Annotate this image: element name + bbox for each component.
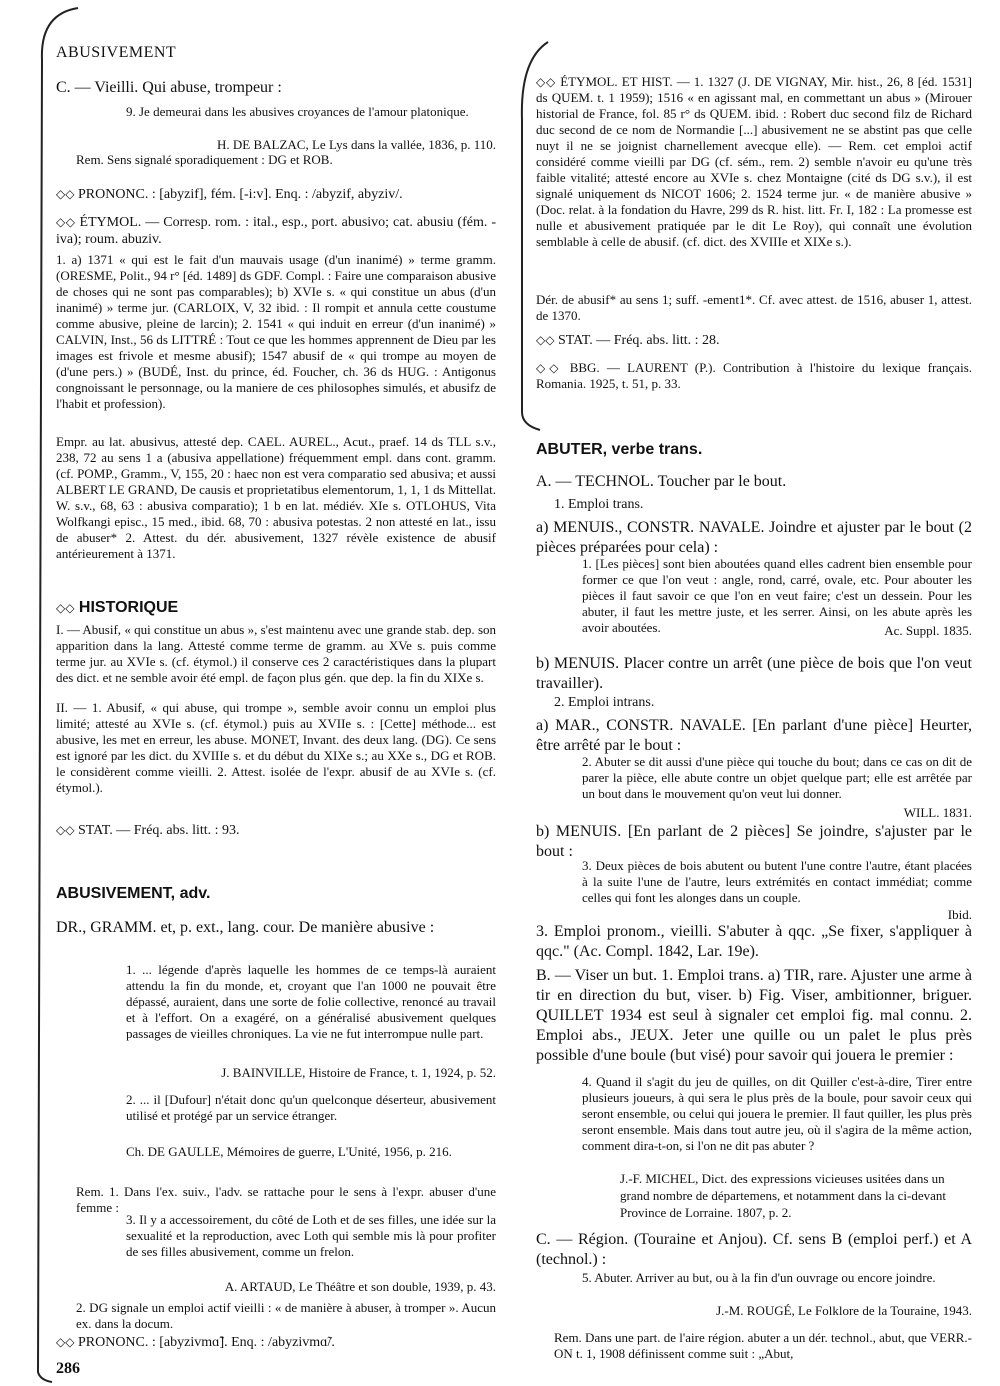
abuter-example-3-source: Ibid. <box>947 907 972 922</box>
example-9-source: H. DE BALZAC, Le Lys dans la vallée, 1836, p. 110. <box>217 137 496 152</box>
pronunciation-2-text: PRONONC. : [abyzivmɑ̃]. Enq. : /abyzivmɑ̃/. <box>77 1335 335 1350</box>
historique-heading <box>56 598 496 618</box>
adverb-example-1: 1. ... légende d'après laquelle les hommes de ce temps-là auraient attendu la fin du monde, et, croyant que l'an 1000 ne pouvait être dépassé, auraient, dans une sorte de folie collective, renoncé au travail et à l'effort. On a exagéré, on a généralisé abusivement quelques passages de vieilles chroniques. La vie ne fut interrompue nulle part. <box>126 962 496 1041</box>
abuter-example-3: 3. Deux pièces de bois abutent ou butent l'une contre l'autre, étant placées à la suite l'une de l'autre, leurs extrémités en contact immédiat; comme celles qui font les alonges dans un couple. <box>582 858 972 905</box>
abuter-sub-2b: b) MENUIS. [En parlant de 2 pièces] Se joindre, s'ajuster par le bout : <box>536 823 972 860</box>
pronunciation-1 <box>56 186 496 203</box>
abuter-sub-1b: b) MENUIS. Placer contre un arrêt (une pièce de bois que l'on veut travailler). <box>536 655 972 692</box>
final-remark: Rem. Dans une part. de l'aire région. abuter a un dér. technol., abut, que VERR.-ON t. 1, 1908 définissent comme suit : „Abut, <box>554 1330 972 1361</box>
remark-3: 2. DG signale un emploi actif vieilli : « de manière à abuser, à tromper ». Aucun ex. dans la docum. <box>76 1300 496 1331</box>
abuter-example-2: 2. Abuter se dit aussi d'une pièce qui touche du bout; dans ce cas on dit de parer la pièce, elle abute contre un objet quelque part; elle est arrêtée par un bout dans le mouvement qu'on veut lui donner. <box>582 754 972 801</box>
adverb-example-3-source: A. ARTAUD, Le Théâtre et son double, 1939, p. 43. <box>224 1279 496 1294</box>
etymology-intro-text: ÉTYMOL. — Corresp. rom. : ital., esp., port. abusivo; cat. abusiu (fém. -iva); roum. abuziv. <box>56 215 496 247</box>
adverb-example-3: 3. Il y a accessoirement, du côté de Loth et de ses filles, une idée sur la sexualité et la reproduction, avec Loth qui semble mis là pour profiter de ses filles abusivement, comme un frelon. <box>126 1212 496 1259</box>
diamond-marker-icon: ◇◇ <box>56 215 76 229</box>
abuter-example-2-source: WILL. 1831. <box>903 805 972 820</box>
abuter-sub-1: 1. Emploi trans. <box>554 497 644 512</box>
page-number: 286 <box>56 1360 80 1377</box>
adverb-example-1-source: J. BAINVILLE, Histoire de France, t. 1, 1924, p. 52. <box>221 1065 496 1080</box>
historique-part-1: I. — Abusif, « qui constitue un abus », s'est maintenu avec une grande stab. dep. son apparition dans la lang. Attesté comme terme de gramm. au XVe s. puis comme terme jur. au XVIe s. (cf. étymol.) il conserve ces 2 caractéristiques dans la plupart des dict. et ne semble avoir été empl. de façon plus gén. que dep. la fin du XIXe s. <box>56 622 496 685</box>
etymology-history <box>536 74 972 250</box>
remark-2: Rem. 1. Dans l'ex. suiv., l'adv. se rattache pour le sens à l'expr. abuser d'une femme : <box>76 1184 496 1215</box>
diamond-marker-icon: ◇◇ <box>56 187 75 201</box>
derivation: Dér. de abusif* au sens 1; suff. -ement1*. Cf. avec attest. de 1516, abuser 1, attest. de 1370. <box>536 292 972 323</box>
abuter-sub-1a: a) MENUIS., CONSTR. NAVALE. Joindre et ajuster par le bout (2 pièces préparées pour cela) : <box>536 519 972 556</box>
remark-1: Rem. Sens signalé sporadiquement : DG et ROB. <box>76 152 333 167</box>
diamond-marker-icon: ◇◇ <box>56 1335 75 1349</box>
abuter-sense-c: C. — Région. (Touraine et Anjou). Cf. sens B (emploi perf.) et A (technol.) : <box>536 1231 972 1268</box>
abuter-sub-2: 2. Emploi intrans. <box>554 695 655 710</box>
etymology-history-text: ÉTYMOL. ET HIST. — 1. 1327 (J. DE VIGNAY, Mir. hist., 26, 8 [éd. 1531] ds QUEM. t. 1 1959); 1516 « en agissant mal, en commettant un abus » (Mirouer historial de France, fol. 85 r° ds QUEM. ibid. : Robert duc second filz de Richard duc second de ce nom de Normandie [...] abusivement ne se abstint pas que celle nuyt il ne se joignist charnellement avecque elle). — Rem. cet emploi actif considéré comme vieilli par DG (cf. sém., rem. 2) semble n'avoir eu qu'une très faible vitalité; attesté encore au XVIe s. chez Montaigne (cité ds DG s.v.), il est signalé uniquement ds NICOT 1606; 2. 1524 terme jur. « de manière abusive » (Doc. relat. à la fondation du Havre, 299 ds R. hist. litt. Fr. I, 182 : La promesse est nulle et abusivement pratiquée par le dit Le Roy), qui connaît une évolution semblable à celle de abusif. (cf. dict. des XVIIIe et XIXe s.). <box>536 74 972 249</box>
abusivement-headword: ABUSIVEMENT, adv. <box>56 885 211 902</box>
stat-1-text: STAT. — Fréq. abs. litt. : 93. <box>77 823 240 838</box>
historique-part-2: II. — 1. Abusif, « qui abuse, qui trompe », semble avoir connu un emploi plus limité; attesté au XVIe s. (cf. étymol.) puis au XVIIe s. : [Cette] méthode... est abusive, les met en erreur, les abuse. MONET, Invant. des deux lang. (DG). Ce sens est ignoré par les dict. du XVIIIe s. et du début du XIXe s.; au XXe s., DG et ROB. le considèrent comme vieilli. 2. Attest. isolée de l'expr. abusif de au XVIe s. (cf. étymol.). <box>56 700 496 795</box>
example-9: 9. Je demeurai dans les abusives croyances de l'amour platonique. <box>126 104 469 119</box>
adverb-example-2-source: Ch. DE GAULLE, Mémoires de guerre, L'Unité, 1956, p. 216. <box>126 1144 452 1159</box>
etymology-part-2: Empr. au lat. abusivus, attesté dep. CAEL. AUREL., Acut., praef. 14 ds TLL s.v., 238, 72 au sens 1 a (abusiva appellatione) fréquemment empl. dans cont. gramm. (cf. POMP., Gramm., V, 155, 20 : haec non est vera comparatio sed abusiva; et aussi ALBERT LE GRAND, De causis et proprietatibus elementorum, 1, 1, 1 ds Mittellat. W. s.v., 68, 63 : abusiva comparatio); 1 b en lat. médiév. XIe s. OTLOHUS, Vita Wolfkangi episc., 15 med., ibid. 68, 70 : abusiva potestas. 2 non attesté en lat., issu de abuser* 2. Attest. du dér. abusivement, 1327 révèle existence de abusif antérieurement à 1371. <box>56 434 496 561</box>
pronunciation-2 <box>56 1334 496 1351</box>
abuter-headword: ABUTER, verbe trans. <box>536 441 703 458</box>
stat-2 <box>536 332 972 349</box>
historique-heading-text: HISTORIQUE <box>78 599 179 616</box>
diamond-marker-icon: ◇◇ <box>536 333 555 347</box>
abuter-example-5: 5. Abuter. Arriver au but, ou à la fin d'un ouvrage ou encore joindre. <box>582 1270 936 1285</box>
stat-2-text: STAT. — Fréq. abs. litt. : 28. <box>557 333 720 348</box>
abuter-sub-2a: a) MAR., CONSTR. NAVALE. [En parlant d'une pièce] Heurter, être arrêté par le bout : <box>536 717 972 754</box>
abuter-sub-3: 3. Emploi pronom., vieilli. S'abuter à qqc. „Se fixer, s'appliquer à qqc." (Ac. Compl. 1842, Lar. 19e). <box>536 923 972 960</box>
adverb-definition: DR., GRAMM. et, p. ext., lang. cour. De manière abusive : <box>56 919 435 936</box>
pronunciation-1-text: PRONONC. : [abyzif], fém. [-i:v]. Enq. : /abyzif, abyziv/. <box>77 187 403 202</box>
running-head: ABUSIVEMENT <box>56 44 177 61</box>
abuter-example-1-source: Ac. Suppl. 1835. <box>884 623 972 638</box>
abuter-example-4-source: J.-F. MICHEL, Dict. des expressions vicieuses usitées dans un grand nombre de départemens, et notamment dans la ci-devant Province de Lorraine. 1807, p. 2. <box>620 1171 946 1220</box>
diamond-marker-icon: ◇◇ <box>56 823 75 837</box>
diamond-marker-icon: ◇◇ <box>536 361 563 375</box>
etymology-part-1: 1. a) 1371 « qui est le fait d'un mauvais usage (d'un inanimé) » terme gramm. (ORESME, Polit., 94 r° [éd. 1489] ds GDF. Compl. : Faire une comparaison abusive de choses qui ne sont pas comparables); b) XVIe s. « qui constitue un abus (d'un inanimé) » terme jur. (CARLOIX, V, 32 ibid. : Il rompit et annula cette coustume comme abusive, pleine de larcin); 2. 1541 « qui induit en erreur (d'un inanimé) » CALVIN, Inst., 56 ds LITTRÉ : Tout ce que les hommes apprennent de Dieu par les images est frivole et mesme abusif); 1547 abusif de « qui trompe au moyen de (d'une pers.) » (BUDÉ, Inst. du prince, éd. Foucher, ch. 36 ds HUG. : Antigonus congnoissant le personnage, ou la maniere de ces philosophes simulés, et abusifz de l'habit et profession). <box>56 252 496 411</box>
etymology-intro <box>56 214 496 248</box>
abuter-example-1: 1. [Les pièces] sont bien aboutées quand elles cadrent bien ensemble pour former ce que l'on veut : angle, rond, carré, ovale, etc. Pour abouter les pièces il faut savoir ce que l'on en veut faire; c'est un dessein. Pour les abuter, il faut les mettre juste, et les serrer. Ainsi, on les abute après les avoir aboutées. <box>582 556 972 635</box>
bibliography-text: BBG. — LAURENT (P.). Contribution à l'histoire du lexique français. Romania. 1925, t. 51, p. 33. <box>536 360 973 391</box>
diamond-marker-icon: ◇◇ <box>536 75 557 89</box>
sense-c-heading: C. — Vieilli. Qui abuse, trompeur : <box>56 79 282 96</box>
adverb-example-2: 2. ... il [Dufour] n'était donc qu'un quelconque déserteur, abusivement utilisé et protégé par un service étranger. <box>126 1092 496 1123</box>
stat-1 <box>56 822 496 839</box>
abuter-sense-b: B. — Viser un but. 1. Emploi trans. a) TIR, rare. Ajuster une arme à tir en direction du but, viser. b) Fig. Viser, ambitionner, briguer. QUILLET 1934 est seul à signaler cet emploi fig. mal connu. 2. Emploi abs., JEUX. Jeter une quille ou un palet le plus près possible d'une boule (but visé) pour savoir qui jouera le premier : <box>536 967 972 1064</box>
diamond-marker-icon: ◇◇ <box>56 601 75 615</box>
abuter-example-5-source: J.-M. ROUGÉ, Le Folklore de la Touraine, 1943. <box>716 1303 972 1318</box>
abuter-sense-a: A. — TECHNOL. Toucher par le bout. <box>536 473 787 490</box>
bibliography <box>536 360 972 392</box>
abuter-example-4: 4. Quand il s'agit du jeu de quilles, on dit Quiller c'est-à-dire, Tirer entre plusieurs joueurs, à qui sera le plus près de la boule, pour savoir ceux qui seront ensemble, ou celui qui jouera le premier. Il faut quiller, les plus près seront ensemble. Mais dans tout autre jeu, où il s'agira de la même action, comment dira-t-on, si l'on ne dit pas abuter ? <box>582 1074 972 1153</box>
